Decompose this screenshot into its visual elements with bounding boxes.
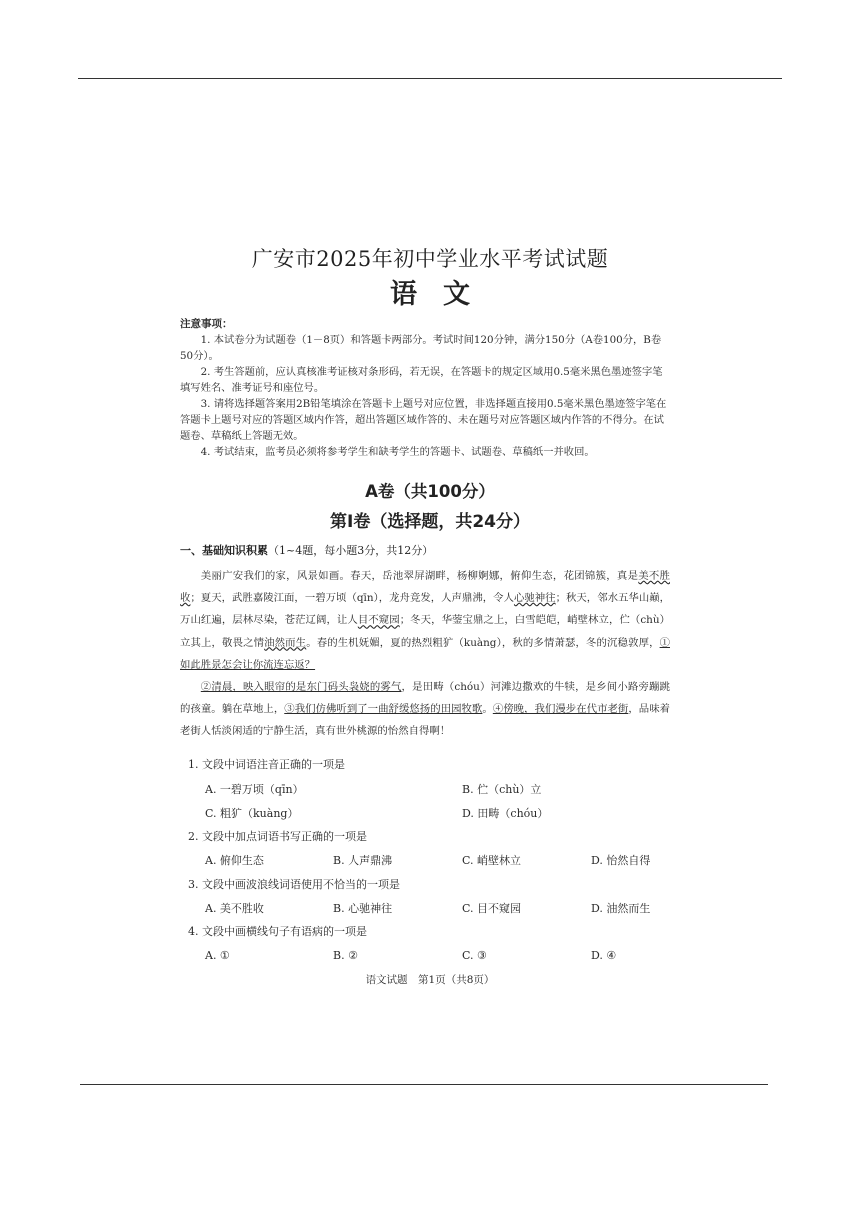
top-rule <box>78 78 782 79</box>
passage-paragraph-2 <box>180 676 670 743</box>
notice-item: 1. 本试卷分为试题卷（1－8页）和答题卡两部分。考试时间120分钟，满分150分（A卷100分，B卷50分）。 <box>180 334 662 362</box>
subject-title: 语文 <box>390 279 496 310</box>
question-3-stem: 3. 文段中画波浪线词语使用不恰当的一项是 <box>188 878 400 891</box>
volume-title: A卷（共100分） <box>365 482 495 501</box>
page-footer: 语文试题 第1页（共8页） <box>365 974 495 986</box>
question-1-option-d: D. 田畴（chóu） <box>462 807 549 820</box>
section-heading <box>180 544 670 558</box>
exam-title: 广安市2025年初中学业水平考试试题 <box>251 247 609 271</box>
question-2-option-a: A. 俯仰生态 <box>205 854 264 867</box>
wavy-phrase: 美不胜收 <box>180 570 670 605</box>
question-1-option-c: C. 粗犷（kuàng） <box>205 807 299 820</box>
underlined-sentence: ④傍晚，我们漫步在代市老街 <box>492 703 629 716</box>
question-4-option-d: D. ④ <box>591 949 617 962</box>
question-3-option-c: C. 目不窥园 <box>462 902 522 915</box>
bottom-rule <box>80 1084 768 1085</box>
question-2-option-b: B. 人声鼎沸 <box>333 854 393 867</box>
passage-text: ；夏天，武胜嘉陵江面，一碧万顷（qīn），龙舟竞发，人声鼎沸，令人 <box>190 592 514 605</box>
reading-passage <box>180 565 670 743</box>
underlined-sentence: ②清晨，映入眼帘的是东门码头袅娆的雾气 <box>200 681 402 694</box>
wavy-phrase: 油然而生 <box>264 636 307 649</box>
section-note: （1~4题，每小题3分，共12分） <box>268 544 434 557</box>
wavy-phrase: 心驰神往 <box>513 592 556 605</box>
question-1-option-a: A. 一碧万顷（qīn） <box>205 783 304 796</box>
passage-paragraph-1 <box>180 565 670 676</box>
notice-item: 3. 请将选择题答案用2B铅笔填涂在答题卡上题号对应位置，非选择题直接用0.5毫米黑色墨迹签字笔在答题卡上题号对应的答题区域内作答，超出答题区域作答的、未在题号对应答题区域内作答的不得分。在试题卷、草稿纸上答题无效。 <box>180 398 667 442</box>
passage-text: ；冬天，华蓥宝鼎之上，白雪皑皑，峭壁林立，伫（chù）立其上，敬畏之情 <box>180 614 671 649</box>
part-title: 第Ⅰ卷（选择题，共24分） <box>330 512 530 532</box>
passage-text: 美丽广安我们的家，风景如画。春天，岳池翠屏湖畔，杨柳婀娜，俯仰生态，花团锦簇，真是 <box>200 570 639 582</box>
question-4-option-a: A. ① <box>205 949 230 962</box>
notice-item: 4. 考试结束，监考员必须将参考学生和缺考学生的答题卡、试题卷、草稿纸一并收回。 <box>200 446 595 458</box>
notice-block <box>180 316 670 460</box>
question-3-option-a: A. 美不胜收 <box>205 902 264 915</box>
passage-text: 。 <box>482 703 493 716</box>
question-3-option-b: B. 心驰神往 <box>333 902 393 915</box>
question-3-option-d: D. 油然而生 <box>591 902 651 915</box>
question-2-stem: 2. 文段中加点词语书写正确的一项是 <box>188 830 367 843</box>
passage-text: ，是田畴（chóu）河滩边撒欢的牛犊，是乡间小路旁蹦跳的孩童。躺在草地上， <box>180 681 671 716</box>
question-1-option-b: B. 伫（chù）立 <box>462 783 542 796</box>
notice-item: 2. 考生答题前，应认真核准考证核对条形码，若无误，在答题卡的规定区域用0.5毫米黑色墨迹签字笔填写姓名、准考证号和座位号。 <box>180 366 663 394</box>
section-label: 一、基础知识积累 <box>180 544 268 557</box>
question-4-option-b: B. ② <box>333 949 358 962</box>
question-1-stem: 1. 文段中词语注音正确的一项是 <box>188 758 345 771</box>
notice-heading: 注意事项： <box>180 318 233 330</box>
underlined-sentence: ①如此胜景怎会让你流连忘返？ <box>180 636 670 671</box>
passage-text: ，品味着老街人恬淡闲适的宁静生活，真有世外桃源的怡然自得啊！ <box>180 703 671 738</box>
question-4-stem: 4. 文段中画横线句子有语病的一项是 <box>188 925 367 938</box>
underlined-sentence: ③我们仿佛听到了一曲舒缓悠扬的田园牧歌 <box>284 703 483 716</box>
wavy-phrase: 目不窥园 <box>357 614 400 627</box>
question-4-option-c: C. ③ <box>462 949 487 962</box>
question-2-option-d: D. 怡然自得 <box>591 854 651 867</box>
question-2-option-c: C. 峭壁林立 <box>462 854 522 867</box>
passage-text: 。春的生机妩媚，夏的热烈粗犷（kuàng），秋的多情萧瑟，冬的沉稳敦厚， <box>306 636 660 649</box>
passage-text: ；秋天，邻水五华山巅，万山红遍，层林尽染，苍茫辽阔，让人 <box>180 592 671 627</box>
